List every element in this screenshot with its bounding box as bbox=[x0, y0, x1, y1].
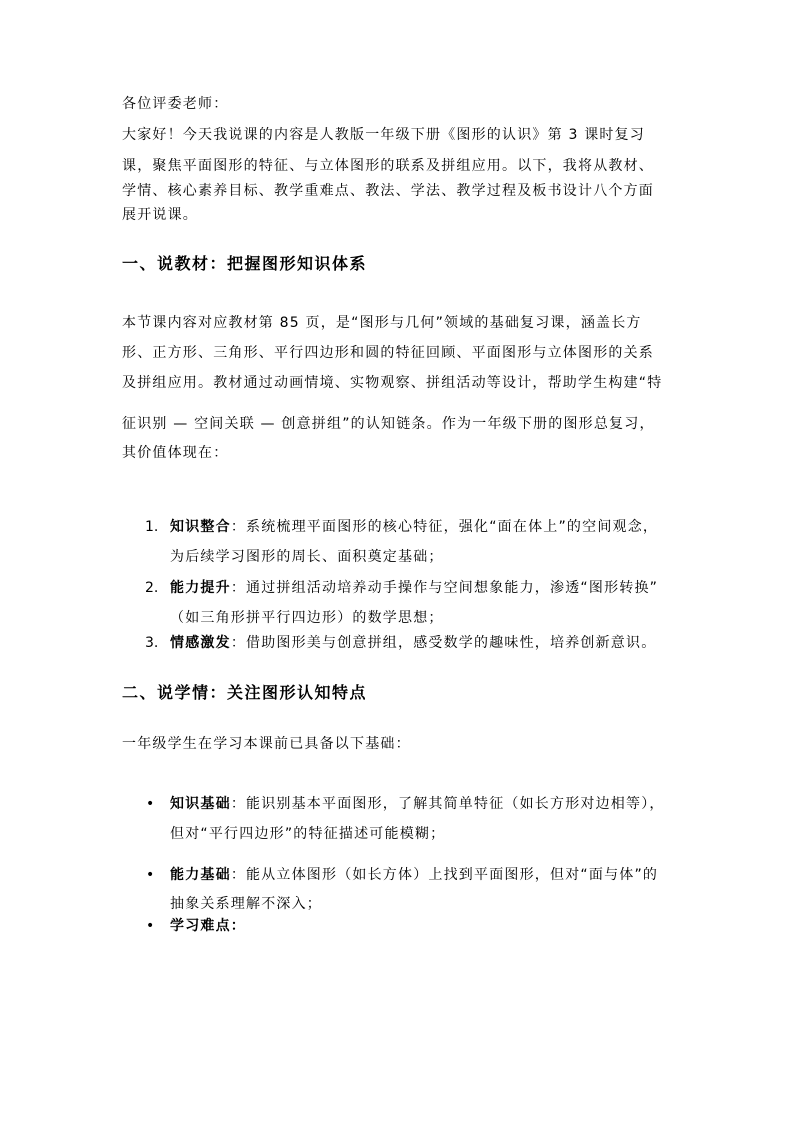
list-item-3-title: 情感激发 bbox=[170, 635, 231, 651]
list-item-3-text: ：借助图形美与创意拼组，感受数学的趣味性，培养创新意识。 bbox=[230, 635, 657, 651]
section1-para-line-5: 其价值体现在： bbox=[122, 445, 229, 461]
list-number-2: 2. bbox=[145, 580, 159, 596]
bullet-item-2-title: 能力基础 bbox=[170, 867, 231, 883]
section1-para-line-4: 征识别 — 空间关联 — 创意拼组”的认知链条。作为一年级下册的图形总复习， bbox=[122, 416, 655, 432]
list-item-2 bbox=[170, 577, 658, 599]
intro-line-2: 课，聚焦平面图形的特征、与立体图形的联系及拼组应用。以下，我将从教材、 bbox=[122, 158, 654, 174]
list-number-1: 1. bbox=[145, 519, 159, 535]
bullet-item-1-title: 知识基础 bbox=[170, 796, 231, 812]
bullet-3: • bbox=[146, 918, 155, 934]
list-item-2-cont: （如三角形拼平行四边形）的数学思想； bbox=[170, 610, 444, 626]
bullet-1: • bbox=[146, 796, 155, 812]
list-item-1-cont: 为后续学习图形的周长、面积奠定基础； bbox=[170, 549, 444, 565]
section1-para-line-2: 形、正方形、三角形、平行四边形和圆的特征回顾、平面图形与立体图形的关系 bbox=[122, 345, 654, 361]
bullet-item-2-text: ：能从立体图形（如长方体）上找到平面图形，但对“面与体”的 bbox=[230, 867, 659, 883]
list-item-1 bbox=[170, 516, 658, 538]
greeting: 各位评委老师： bbox=[122, 96, 229, 112]
list-number-3: 3. bbox=[145, 635, 159, 651]
section2-para: 一年级学生在学习本课前已具备以下基础： bbox=[122, 736, 411, 752]
intro-line-4: 展开说课。 bbox=[122, 207, 198, 223]
list-item-1-title: 知识整合 bbox=[170, 519, 231, 535]
section2-heading: 二、说学情：关注图形认知特点 bbox=[122, 683, 368, 702]
bullet-item-2-cont: 抽象关系理解不深入； bbox=[170, 896, 322, 912]
list-item-3 bbox=[170, 632, 656, 654]
section1-heading: 一、说教材：把握图形知识体系 bbox=[122, 254, 368, 273]
list-item-1-text: ：系统梳理平面图形的核心特征，强化“面在体上”的空间观念， bbox=[230, 519, 659, 535]
list-item-2-text: ：通过拼组活动培养动手操作与空间想象能力，渗透“图形转换” bbox=[230, 580, 659, 596]
bullet-2: • bbox=[146, 867, 155, 883]
bullet-item-1-text: ：能识别基本平面图形，了解其简单特征（如长方形对边相等）， bbox=[230, 796, 665, 812]
bullet-item-1 bbox=[170, 793, 665, 815]
bullet-item-2 bbox=[170, 864, 658, 886]
section1-para-line-1: 本节课内容对应教材第 85 页，是“图形与几何”领域的基础复习课，涵盖长方 bbox=[122, 315, 642, 331]
section1-para-line-3: 及拼组应用。教材通过动画情境、实物观察、拼组活动等设计，帮助学生构建“特 bbox=[122, 375, 663, 391]
bullet-item-3-title: 学习难点： bbox=[170, 918, 246, 934]
bullet-item-3 bbox=[170, 915, 246, 937]
intro-line-3: 学情、核心素养目标、教学重难点、教法、学法、教学过程及板书设计八个方面 bbox=[122, 183, 654, 199]
bullet-item-1-cont: 但对“平行四边形”的特征描述可能模糊； bbox=[170, 826, 446, 842]
intro-line-1: 大家好！今天我说课的内容是人教版一年级下册《图形的认识》第 3 课时复习 bbox=[122, 127, 646, 143]
list-item-2-title: 能力提升 bbox=[170, 580, 231, 596]
